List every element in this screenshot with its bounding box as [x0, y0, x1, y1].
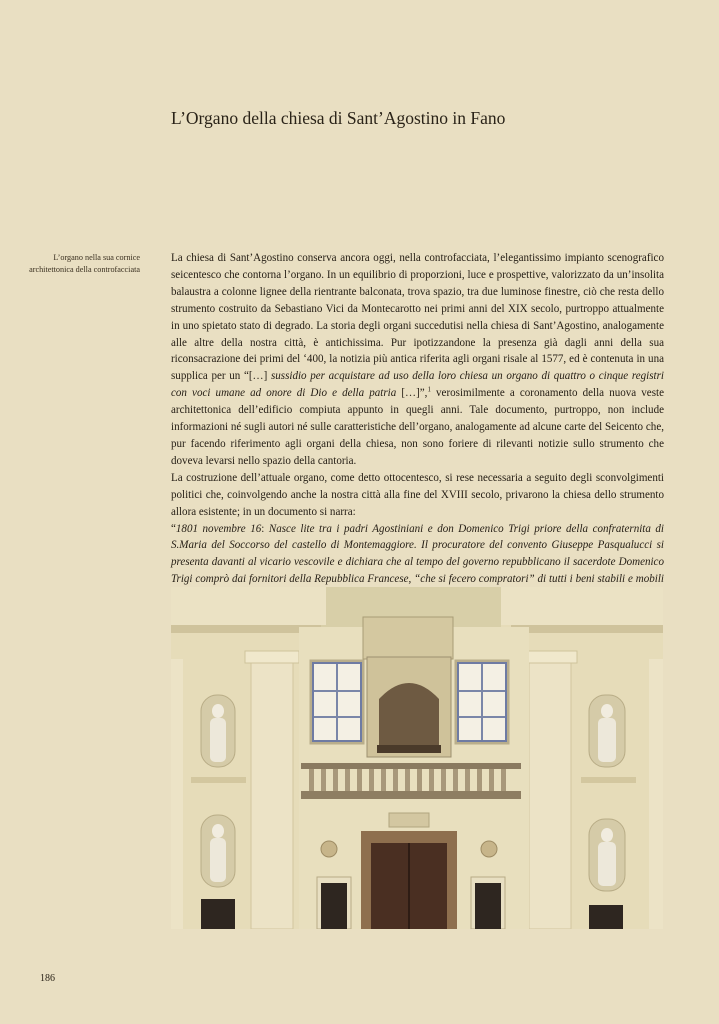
- paragraph-2: La costruzione dell’attuale organo, come detto ottocentesco, si rese necessaria a seguito degli sconvolgimenti politici che, coinvolgendo anche la nostra città alla fine del XVIII secolo, privarono la chiesa dello strumento allora esistente; in un documento si narra:: [171, 471, 664, 518]
- quotation: sussidio per acquistare ad uso della loro chiesa un organo di quattro o cinque registri con voci umane ad onore di Dio e della patria: [171, 370, 664, 400]
- colon: :: [261, 522, 269, 535]
- body-text: [171, 250, 664, 605]
- paragraph-text: verosimilmente a coronamento della nuova veste architettonica dell’edificio compiuta appunto in quegli anni. Tale documento, purtroppo, non include informazioni né sugli autori né sulle caratteristiche dell’organo, analogamente ad alcune carte del Seicento che, pur facendo riferimento agli organi della chiesa, non sono foriere di rilevanti notizie sullo strumento che doveva levarsi nello spazio della cantoria.: [171, 387, 664, 467]
- footnote-ref-1: 1: [427, 385, 431, 394]
- page-number: 186: [40, 973, 55, 984]
- quotation: Nasce lite tra i padri Agostiniani e don Domenico Trigi priore della confraternita di S.Maria del Soccorso del castello di Montemaggiore. Il procuratore del convento Giuseppe Pasqualucci si presenta davanti al vicario vescovile e dichiara che al tempo del governo repubblicano il sacerdote Domenico Trigi comprò dai fornitori della Repubblica Francese, “che si fecero compratori” di tutti i beni stabili e mobili: [171, 522, 664, 586]
- paragraph-text: La chiesa di Sant’Agostino conserva ancora oggi, nella controfacciata, l’elegantissimo impianto scenografico seicentesco che contorna l’organo. In un equilibrio di proporzioni, luce e prospettive, valorizzato da un’insolita balaustra a colonne lignee della rientrante balconata, trova spazio, tra due luminose finestre, ciò che resta dello strumento costruito da Sebastiano Vici da Montecarotto nei primi anni del XIX secolo, purtroppo attualmente in uno spietato stato di degrado. La storia degli organi succedutisi nella chiesa di Sant’Agostino, analogamente alle altre della nostra città, è antichissima. Pur ipotizzandone la presenza già dagli anni della sua riconsacrazione dei primi del ‘400, la notizia più antica riferita agli organi risale al 1577, ed è contenuta in una supplica per un “[…]: [171, 252, 664, 383]
- quotation-date: 1801 novembre 16: [175, 522, 262, 535]
- page-title: L’Organo della chiesa di Sant’Agostino in Fano: [171, 108, 506, 128]
- quote-open: “: [171, 522, 176, 535]
- figure-caption: L’organo nella sua cornice architettonica della controfacciata: [29, 253, 140, 274]
- paragraph-text: […]”,: [396, 387, 428, 400]
- organ-photo: [171, 587, 663, 929]
- organ-photo-illustration: [171, 587, 663, 929]
- paragraph-1: [171, 250, 664, 470]
